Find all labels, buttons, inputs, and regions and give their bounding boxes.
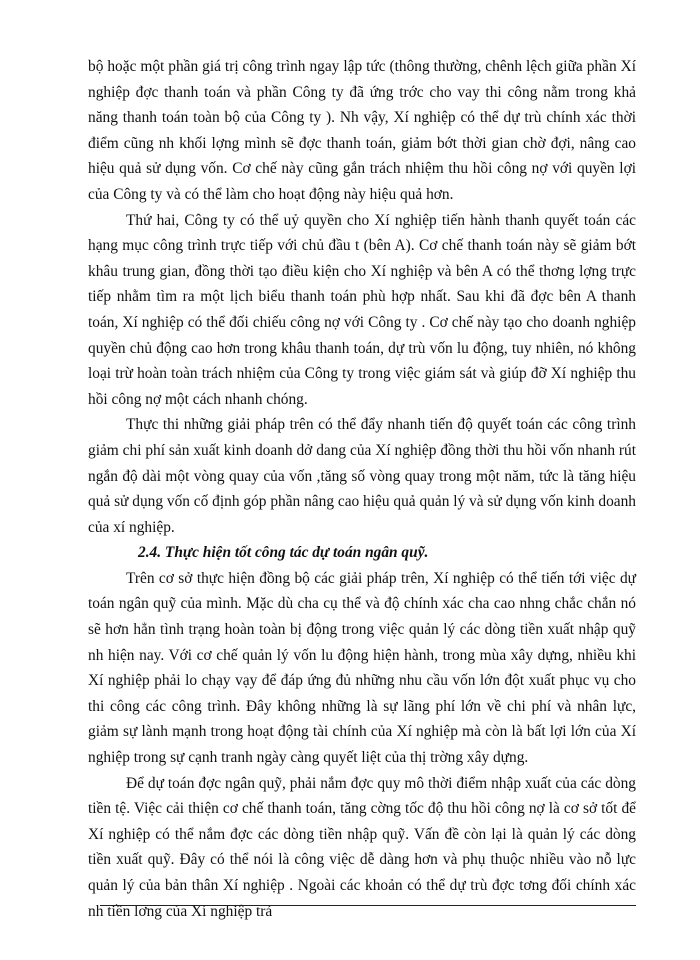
paragraph-budget-forecast: Trên cơ sở thực hiện đồng bộ các giải pháp trên, Xí nghiệp có thể tiến tới việc dự toán ngân quỹ của mình. Mặc dù cha cụ thể và độ chính xác cha cao nhng chắc chắn nó sẽ hơn hẳn tình trạng hoàn toàn bị động trong việc quản lý các dòng tiền xuất nhập quỹ nh hiện nay. Với cơ chế quản lý vốn lu động hiện hành, trong mùa xây dựng, nhiều khi Xí nghiệp phải lo chạy vạy để đáp ứng đủ những nhu cầu vốn lớn đột xuất phục vụ cho thi công các công trình. Đây không những là sự lãng phí lớn về chi phí và nhân lực, giảm sự lành mạnh trong hoạt động tài chính của Xí nghiệp mà còn là bất lợi lớn của Xí nghiệp trong sự cạnh tranh ngày càng quyết liệt của thị trờng xây dựng. (88, 569, 636, 767)
paragraph-implementation: Thực thi những giải pháp trên có thể đẩy nhanh tiến độ quyết toán các công trình giảm chi phí sản xuất kinh doanh dở dang của Xí nghiệp đồng thời thu hồi vốn nhanh rút ngắn độ dài một vòng quay của vốn ,tăng số vòng quay trong một năm, tức là tăng hiệu quả sử dụng vốn cố định góp phần nâng cao hiệu quả quản lý và sử dụng vốn kinh doanh của xí nghiệp. (88, 416, 636, 536)
paragraph-continued: bộ hoặc một phần giá trị công trình ngay lập tức (thông thường, chênh lệch giữa phần Xí nghiệp đợc thanh toán và phần Công ty đã ứng trớc cho vay thi công nằm trong khả năng thanh toán toàn bộ của Công ty ). Nh vậy, Xí nghiệp có thể dự trù chính xác thời điểm cũng nh khối lợng mình sẽ đợc thanh toán, giảm bớt thời gian chờ đợi, nâng cao hiệu quả sử dụng vốn. Cơ chế này cũng gắn trách nhiệm thu hồi công nợ với quyền lợi của Công ty và có thể làm cho hoạt động này hiệu quả hơn. (88, 58, 636, 203)
footer-divider (100, 905, 636, 906)
paragraph-cash-flows: Để dự toán đợc ngân quỹ, phải nắm đợc quy mô thời điểm nhập xuất của các dòng tiền tệ. Việc cải thiện cơ chế thanh toán, tăng cờng tốc độ thu hồi công nợ là cơ sở tốt để Xí nghiệp có thể nắm đợc các dòng tiền nhập quỹ. Vấn đề còn lại là quản lý các dòng tiền xuất quỹ. Đây có thể nói là công việc dễ dàng hơn và phụ thuộc nhiều vào nỗ lực quản lý của bản thân Xí nghiệp . Ngoài các khoản có thể dự trù đợc tơng đối chính xác nh tiền lơng của Xí nghiệp trả (88, 774, 636, 920)
body-text (88, 54, 636, 924)
section-heading: 2.4. Thực hiện tốt công tác dự toán ngân quỹ. (138, 544, 429, 562)
paragraph-second-measure: Thứ hai, Công ty có thể uỷ quyền cho Xí nghiệp tiến hành thanh quyết toán các hạng mục công trình trực tiếp với chủ đầu t (bên A). Cơ chế thanh toán này sẽ giảm bớt khâu trung gian, đồng thời tạo điều kiện cho Xí nghiệp và bên A có thể thơng lợng trực tiếp nhằm tìm ra một lịch biểu thanh toán phù hợp nhất. Sau khi đã đợc bên A thanh toán, Xí nghiệp có thể đối chiếu công nợ với Công ty . Cơ chế này tạo cho doanh nghiệp quyền chủ động cao hơn trong khâu thanh toán, dự trù vốn lu động, tuy nhiên, nó không loại trừ hoàn toàn trách nhiệm của Công ty trong việc giám sát và giúp đỡ Xí nghiệp thu hồi công nợ một cách nhanh chóng. (88, 211, 636, 408)
